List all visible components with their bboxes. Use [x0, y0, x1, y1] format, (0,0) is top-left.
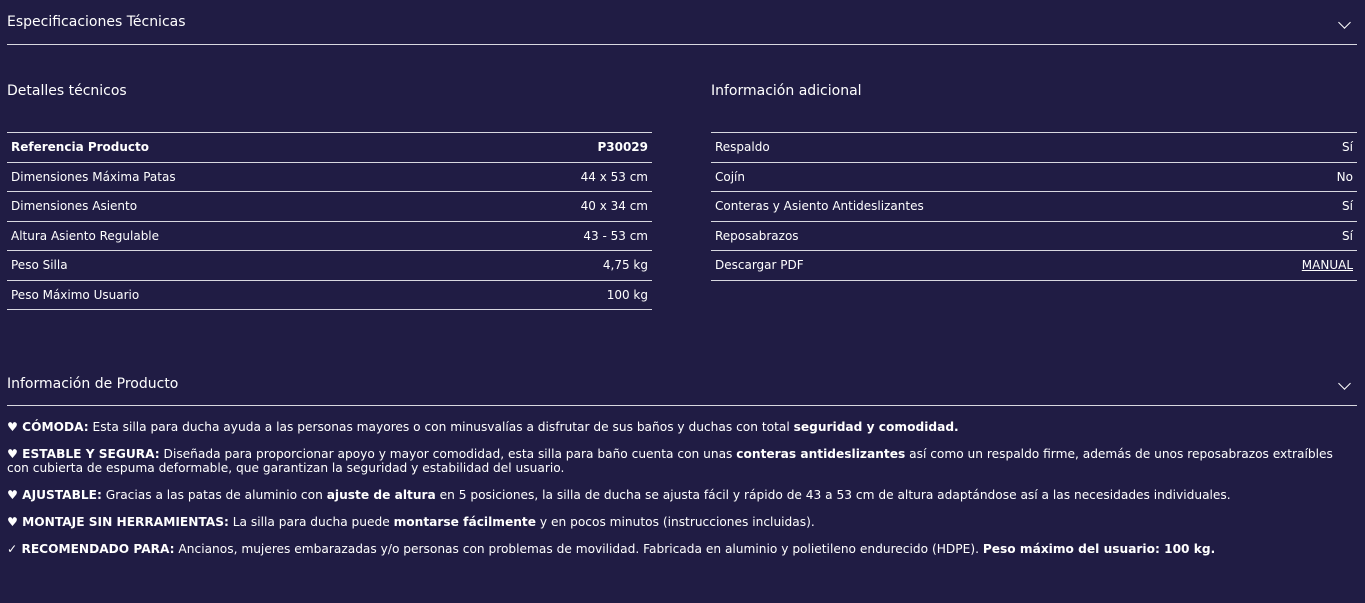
row-label: Dimensiones Máxima Patas — [7, 162, 456, 192]
info-heading: ♥ AJUSTABLE: — [7, 488, 102, 502]
info-heading: ♥ ESTABLE Y SEGURA: — [7, 447, 160, 461]
row-value: No — [1218, 162, 1357, 192]
product-accordion-title: Información de Producto — [7, 375, 179, 392]
info-text: y en pocos minutos (instrucciones incluidas). — [536, 515, 815, 529]
row-value: 4,75 kg — [456, 251, 652, 281]
info-highlight: montarse fácilmente — [393, 515, 537, 529]
info-paragraph — [7, 515, 1357, 529]
info-paragraph — [7, 447, 1357, 475]
additional-title: Información adicional — [711, 83, 862, 99]
info-text: Esta silla para ducha ayuda a las personas mayores o con minusvalías a disfrutar de sus baños y duchas con total — [88, 420, 794, 434]
row-label: Peso Silla — [7, 251, 456, 281]
row-label: Conteras y Asiento Antideslizantes — [711, 192, 1218, 222]
row-label: Reposabrazos — [711, 221, 1218, 251]
info-highlight: Peso máximo del usuario: 100 kg. — [982, 542, 1216, 556]
row-label: Peso Máximo Usuario — [7, 280, 456, 310]
info-text: en 5 posiciones, la silla de ducha se ajusta fácil y rápido de 43 a 53 cm de altura adaptándose así a las necesidades individuales. — [435, 488, 1231, 502]
row-value: Sí — [1218, 221, 1357, 251]
table-row — [7, 133, 652, 163]
specs-accordion-header[interactable] — [7, 0, 1357, 45]
chevron-down-icon[interactable] — [1338, 377, 1351, 390]
row-label: Cojín — [711, 162, 1218, 192]
table-row — [7, 251, 652, 281]
row-label: Referencia Producto — [7, 133, 456, 163]
row-value: 100 kg — [456, 280, 652, 310]
row-value: Sí — [1218, 192, 1357, 222]
info-heading: ♥ MONTAJE SIN HERRAMIENTAS: — [7, 515, 229, 529]
details-title: Detalles técnicos — [7, 83, 127, 99]
info-heading: ✓ RECOMENDADO PARA: — [7, 542, 175, 556]
info-text: La silla para ducha puede — [228, 515, 394, 529]
table-row — [711, 221, 1357, 251]
info-paragraph — [7, 542, 1357, 556]
row-value: 43 - 53 cm — [456, 221, 652, 251]
row-value: Sí — [1218, 133, 1357, 163]
info-highlight: conteras antideslizantes — [736, 447, 906, 461]
product-info — [7, 420, 1357, 569]
table-row — [711, 133, 1357, 163]
info-highlight: seguridad y comodidad. — [793, 420, 959, 434]
info-text: así como un respaldo firme, además de unos reposabrazos extraíbles con cubierta de espuma deformable, que garantizan la seguridad y estabilidad del usuario. — [7, 447, 1333, 475]
info-text: Diseñada para proporcionar apoyo y mayor comodidad, esta silla para baño cuenta con unas — [159, 447, 737, 461]
additional-table — [711, 132, 1357, 281]
row-value: 40 x 34 cm — [456, 192, 652, 222]
info-heading: ♥ CÓMODA: — [7, 420, 89, 434]
table-row — [711, 192, 1357, 222]
table-row — [711, 251, 1357, 281]
info-paragraph — [7, 420, 1357, 434]
row-value: P30029 — [456, 133, 652, 163]
table-row — [7, 221, 652, 251]
product-accordion-header[interactable] — [7, 362, 1357, 406]
table-row — [7, 280, 652, 310]
info-paragraph — [7, 488, 1357, 502]
row-label: Altura Asiento Regulable — [7, 221, 456, 251]
info-text: Gracias a las patas de aluminio con — [101, 488, 327, 502]
row-value: 44 x 53 cm — [456, 162, 652, 192]
row-label: Respaldo — [711, 133, 1218, 163]
table-row — [711, 162, 1357, 192]
row-label: Descargar PDF — [711, 251, 1218, 281]
row-label: Dimensiones Asiento — [7, 192, 456, 222]
table-row — [7, 162, 652, 192]
table-row — [7, 192, 652, 222]
info-highlight: ajuste de altura — [326, 488, 436, 502]
specs-accordion-title: Especificaciones Técnicas — [7, 14, 186, 30]
chevron-down-icon[interactable] — [1338, 16, 1351, 29]
info-text: Ancianos, mujeres embarazadas y/o personas con problemas de movilidad. Fabricada en aluminio y polietileno endurecido (HDPE). — [174, 542, 983, 556]
manual-pdf-link[interactable]: MANUAL — [1301, 258, 1353, 273]
details-table — [7, 132, 652, 310]
